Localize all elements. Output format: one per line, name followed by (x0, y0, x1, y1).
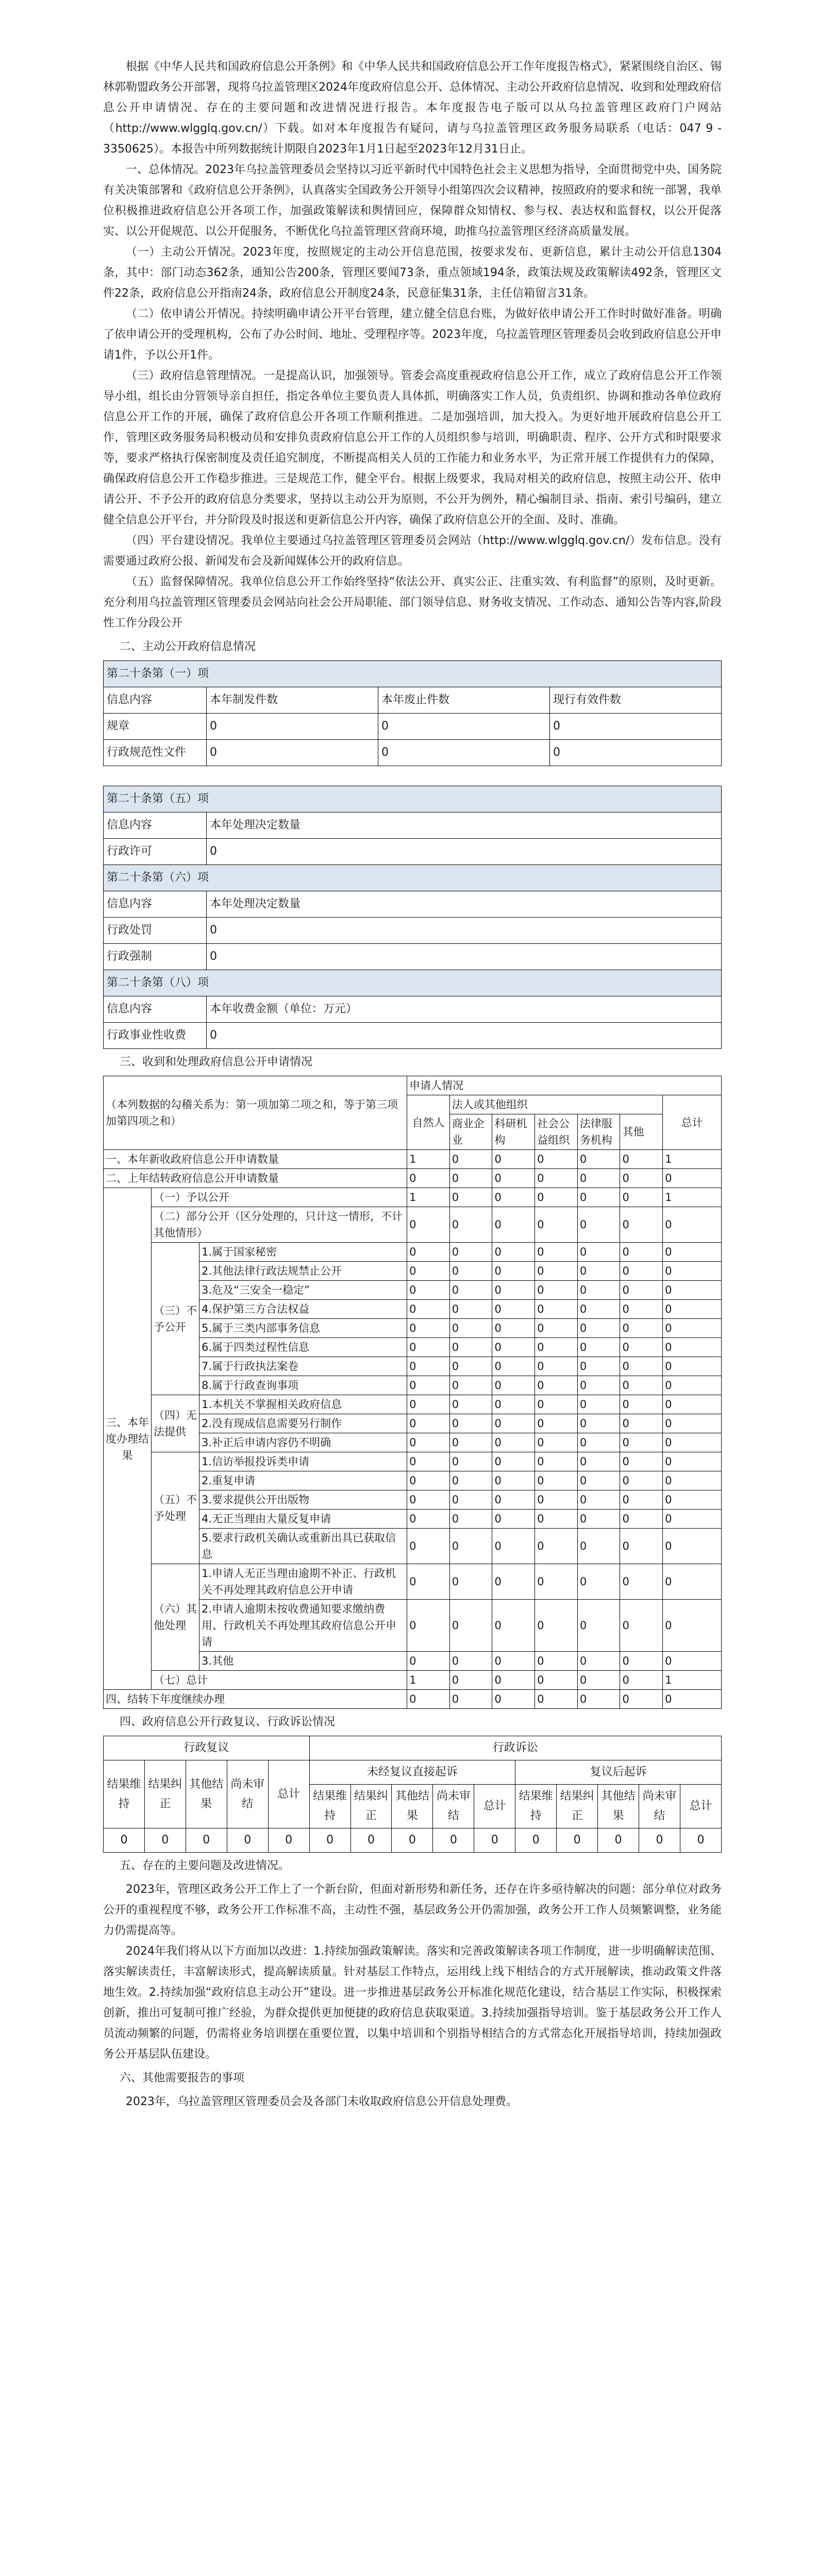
table-value: 0 (492, 1452, 535, 1471)
table-value: 0 (577, 1652, 620, 1671)
table-value: 0 (620, 1338, 663, 1357)
table-header: 尚未审结 (433, 1785, 474, 1828)
table-value: 1 (663, 1150, 722, 1169)
table-value: 0 (449, 1338, 492, 1357)
table-value: 0 (492, 1395, 535, 1414)
table-value: 0 (407, 1564, 450, 1600)
row-label: （七）总计 (152, 1671, 407, 1690)
table-header: 结果维持 (104, 1760, 145, 1828)
table-value: 0 (577, 1300, 620, 1319)
table-value: 0 (620, 1414, 663, 1433)
table-value: 0 (577, 1671, 620, 1690)
table-value: 0 (535, 1395, 578, 1414)
row-subgroup-label: （四）无法提供 (152, 1395, 199, 1452)
table-value: 0 (535, 1414, 578, 1433)
table-value: 0 (535, 1262, 578, 1281)
table-value: 0 (227, 1828, 268, 1853)
table-cell: 行政强制 (104, 944, 207, 970)
table-value: 0 (449, 1243, 492, 1262)
table-section-title: 第二十条第（六）项 (104, 865, 722, 891)
row-label: 2.重复申请 (199, 1471, 407, 1490)
table-value: 1 (663, 1188, 722, 1207)
table-value: 0 (535, 1150, 578, 1169)
table-value: 0 (407, 1452, 450, 1471)
row-label: 3.其他 (199, 1652, 407, 1671)
table-header: 信息内容 (104, 812, 207, 839)
table-cell: 0 (550, 740, 722, 766)
row-label: 2.申请人逾期未按收费通知要求缴纳费用、行政机关不再处理其政府信息公开申请 (199, 1600, 407, 1652)
table-cell: 0 (378, 714, 550, 740)
table-value: 0 (449, 1414, 492, 1433)
table-value: 0 (449, 1671, 492, 1690)
table-value: 0 (663, 1169, 722, 1188)
section-1-active-disclosure: （一）主动公开情况。2023年度，按照规定的主动公开信息范围，按要求发布、更新信息，累计主动公开信息1304条，其中：部门动态362条，通知公告200条，管理区要闻73条，重点领域194条，政策法规及政策解读492条，管理区文件22条，政府信息公开指南24条，政府信息公开制度24条，民意征集31条，主任信箱留言31条。 (103, 246, 722, 300)
table-value: 0 (577, 1169, 620, 1188)
table-header: 结果维持 (515, 1785, 557, 1828)
table-header: 社会公益组织 (535, 1114, 578, 1150)
table-value: 0 (577, 1319, 620, 1338)
row-subgroup-label: （六）其他处理 (152, 1564, 199, 1671)
table-value: 0 (577, 1452, 620, 1471)
table-value: 0 (620, 1262, 663, 1281)
table-section-title: 第二十条第（五）项 (104, 786, 722, 812)
table-value: 0 (663, 1395, 722, 1414)
table-value: 0 (492, 1169, 535, 1188)
table-value: 0 (680, 1828, 721, 1853)
table-value: 0 (407, 1529, 450, 1564)
table-value: 0 (620, 1188, 663, 1207)
table-value: 0 (535, 1690, 578, 1709)
table-header: 信息内容 (104, 687, 207, 714)
table-value: 0 (577, 1490, 620, 1510)
table-value: 0 (407, 1471, 450, 1490)
table-value: 0 (577, 1150, 620, 1169)
row-label: 1.申请人无正当理由逾期不补正、行政机关不再处理其政府信息公开申请 (199, 1564, 407, 1600)
table-value: 0 (449, 1490, 492, 1510)
table-value: 0 (535, 1376, 578, 1395)
table-value: 0 (492, 1529, 535, 1564)
table-value: 1 (663, 1671, 722, 1690)
table-value: 0 (407, 1357, 450, 1376)
table-value: 0 (268, 1828, 309, 1853)
table-header: 商业企业 (449, 1114, 492, 1150)
row-label: 7.属于行政执法案卷 (199, 1357, 407, 1376)
table-value: 0 (663, 1433, 722, 1452)
table-value: 0 (492, 1376, 535, 1395)
table-value: 0 (620, 1300, 663, 1319)
table-header: 申请人情况 (407, 1076, 722, 1095)
table-cell: 0 (207, 1023, 722, 1049)
table-value: 0 (407, 1338, 450, 1357)
table-header: 本年废止件数 (378, 687, 550, 714)
table-value: 0 (449, 1150, 492, 1169)
table-value: 0 (620, 1433, 663, 1452)
table-value: 0 (663, 1207, 722, 1243)
table-value: 0 (350, 1828, 392, 1853)
table-value: 0 (663, 1510, 722, 1529)
row-label: 6.属于四类过程性信息 (199, 1338, 407, 1357)
table-value: 0 (492, 1490, 535, 1510)
table-value: 0 (663, 1300, 722, 1319)
table-value: 0 (535, 1338, 578, 1357)
table-value: 0 (577, 1376, 620, 1395)
table-cell: 行政许可 (104, 839, 207, 865)
table-spacer (104, 766, 722, 786)
table-value: 0 (492, 1510, 535, 1529)
table-header: 尚未审结 (227, 1760, 268, 1828)
table-value: 0 (577, 1690, 620, 1709)
section-3-heading: 三、收到和处理政府信息公开申请情况 (120, 1056, 313, 1069)
table-value: 0 (449, 1281, 492, 1300)
table-cell: 0 (207, 714, 378, 740)
table-value: 0 (663, 1281, 722, 1300)
table-value: 0 (620, 1150, 663, 1169)
row-label: 3.要求提供公开出版物 (199, 1490, 407, 1510)
table-value: 0 (492, 1319, 535, 1338)
table-header: 其他 (620, 1114, 663, 1150)
table-value: 0 (620, 1452, 663, 1471)
table-value: 0 (407, 1433, 450, 1452)
table-value: 0 (535, 1452, 578, 1471)
table-header: 总计 (663, 1095, 722, 1150)
table-value: 0 (449, 1300, 492, 1319)
table-header: 本年处理决定数量 (207, 812, 722, 839)
table-value: 0 (144, 1828, 186, 1853)
table-header: 本年制发件数 (207, 687, 378, 714)
row-label: 2.没有现成信息需要另行制作 (199, 1414, 407, 1433)
table-value: 0 (620, 1490, 663, 1510)
table-value: 0 (407, 1281, 450, 1300)
table-value: 0 (620, 1243, 663, 1262)
table-value: 0 (663, 1243, 722, 1262)
table-value: 0 (407, 1652, 450, 1671)
row-label: 4.无正当理由大量反复申请 (199, 1510, 407, 1529)
table-value: 0 (449, 1262, 492, 1281)
table-value: 0 (492, 1207, 535, 1243)
table-value: 0 (535, 1300, 578, 1319)
table-value: 0 (449, 1564, 492, 1600)
table-value: 0 (620, 1471, 663, 1490)
table-note: （本列数据的勾稽关系为：第一项加第二项之和，等于第三项加第四项之和） (104, 1076, 407, 1150)
table-value: 0 (577, 1281, 620, 1300)
table-value: 0 (449, 1452, 492, 1471)
table-value: 0 (535, 1510, 578, 1529)
table-value: 0 (663, 1471, 722, 1490)
table-cell: 0 (207, 740, 378, 766)
table-value: 0 (663, 1376, 722, 1395)
table-value: 0 (407, 1300, 450, 1319)
section-4-heading: 四、政府信息公开行政复议、行政诉讼情况 (120, 1716, 336, 1728)
row-label: 1.本机关不掌握相关政府信息 (199, 1395, 407, 1414)
table-value: 0 (620, 1529, 663, 1564)
table-header: 本年收费金额（单位：万元） (207, 996, 722, 1023)
table-value: 0 (535, 1600, 578, 1652)
table-value: 0 (449, 1207, 492, 1243)
table-value: 0 (535, 1207, 578, 1243)
table-header: 总计 (680, 1785, 721, 1828)
table-value: 0 (577, 1357, 620, 1376)
table-header: 本年处理决定数量 (207, 891, 722, 918)
row-label: 1.属于国家秘密 (199, 1243, 407, 1262)
row-label: 8.属于行政查询事项 (199, 1376, 407, 1395)
table-value: 0 (663, 1414, 722, 1433)
table-value: 0 (492, 1671, 535, 1690)
table-value: 0 (663, 1452, 722, 1471)
table-header: 总计 (268, 1760, 309, 1828)
row-label: 3.补正后申请内容仍不明确 (199, 1433, 407, 1452)
table-header: 行政诉讼 (309, 1736, 721, 1760)
row-label: （一）予以公开 (152, 1188, 407, 1207)
table-value: 0 (492, 1281, 535, 1300)
table-value: 0 (663, 1490, 722, 1510)
table-value: 0 (407, 1490, 450, 1510)
table-value: 0 (620, 1319, 663, 1338)
table-value: 0 (492, 1188, 535, 1207)
table-header: 结果维持 (309, 1785, 350, 1828)
table-value: 0 (577, 1600, 620, 1652)
table-value: 0 (620, 1169, 663, 1188)
row-subgroup-label: （五）不予处理 (152, 1452, 199, 1564)
table-value: 0 (449, 1600, 492, 1652)
table-value: 0 (492, 1471, 535, 1490)
table-header: 其他结果 (598, 1785, 639, 1828)
table-value: 0 (577, 1510, 620, 1529)
table-value: 0 (620, 1207, 663, 1243)
table-value: 0 (449, 1188, 492, 1207)
table-section-title: 第二十条第（一）项 (104, 661, 722, 687)
table-value: 0 (557, 1828, 598, 1853)
table-value: 0 (577, 1564, 620, 1600)
table-header: 法人或其他组织 (449, 1095, 662, 1114)
table-value: 0 (620, 1395, 663, 1414)
table-section-title: 第二十条第（八）项 (104, 970, 722, 996)
table-value: 0 (620, 1652, 663, 1671)
table-value: 0 (577, 1395, 620, 1414)
table-value: 0 (577, 1338, 620, 1357)
table-value: 1 (407, 1188, 450, 1207)
table-value: 0 (620, 1671, 663, 1690)
table-value: 0 (407, 1376, 450, 1395)
table-value: 0 (407, 1600, 450, 1652)
section-5-problems: 2023年，管理区政务公开工作上了一个新台阶，但面对新形势和新任务，还存在许多亟待解决的问题：部分单位对政务公开的重视程度不够，政务公开工作标准不高，主动性不强，基层政务公开仍需加强，政务公开工作人员频繁调整，业务能力仍需提高等。 (103, 1883, 722, 1937)
table-value: 0 (407, 1319, 450, 1338)
table-header: 结果纠正 (350, 1785, 392, 1828)
row-label: 二、上年结转政府信息公开申请数量 (104, 1169, 407, 1188)
table-cell: 0 (207, 918, 722, 944)
table-value: 0 (492, 1564, 535, 1600)
table-value: 0 (663, 1357, 722, 1376)
table-value: 0 (492, 1690, 535, 1709)
table-value: 0 (492, 1300, 535, 1319)
table-value: 0 (663, 1319, 722, 1338)
table-value: 0 (449, 1395, 492, 1414)
section-6-heading: 六、其他需要报告的事项 (120, 2072, 245, 2084)
table-value: 0 (620, 1510, 663, 1529)
table-value: 0 (492, 1262, 535, 1281)
table-value: 0 (535, 1671, 578, 1690)
intro-paragraph: 根据《中华人民共和国政府信息公开条例》和《中华人民共和国政府信息公开工作年度报告格式》，紧紧围绕自治区、锡林郭勒盟政务公开部署，现将乌拉盖管理区2024年度政府信息公开、总体情况、主动公开政府信息情况、收到和处理政府信息公开申请情况、存在的主要问题和改进情况进行报告。本年度报告电子版可以从乌拉盖管理区政府门户网站（http://www.wlgglq.gov.cn/）下载。如对本年度报告有疑问，请与乌拉盖管理区政务服务局联系（电话：047 9 - 3350625）。本报告中所列数据统计期限自2023年1月1日起至2023年12月31日止。 (103, 60, 722, 156)
row-label: （二）部分公开（区分处理的，只计这一情形，不计其他情形） (152, 1207, 407, 1243)
table-value: 0 (449, 1652, 492, 1671)
table-value: 0 (492, 1652, 535, 1671)
report-page (103, 57, 722, 2112)
table-header: 结果纠正 (144, 1760, 186, 1828)
active-disclosure-table (103, 660, 722, 1049)
table-value: 0 (492, 1338, 535, 1357)
table-value: 0 (535, 1281, 578, 1300)
table-value: 0 (535, 1433, 578, 1452)
table-value: 0 (492, 1150, 535, 1169)
table-value: 0 (407, 1414, 450, 1433)
table-value: 0 (577, 1433, 620, 1452)
table-header: 复议后起诉 (515, 1760, 722, 1785)
section-1-application-disclosure: （二）依申请公开情况。持续明确申请公开平台管理，建立健全信息台账，为做好依申请公开工作时时做好准备。明确了依申请公开的受理机构，公布了办公时间、地址、受理程序等。2023年度，乌拉盖管理区管理委员会收到政府信息公开申请1件，予以公开1件。 (103, 308, 722, 362)
table-value: 0 (620, 1600, 663, 1652)
row-label: 2.其他法律行政法规禁止公开 (199, 1262, 407, 1281)
table-value: 0 (663, 1600, 722, 1652)
section-1-supervision: （五）监督保障情况。我单位信息公开工作始终坚持“依法公开、真实公正、注重实效、有利监督”的原则，及时更新。充分利用乌拉盖管理区管理委员会网站向社会公开局职能、部门领导信息、财务收支情况、工作动态、通知公告等内容,阶段性工作分段公开 (103, 575, 722, 630)
table-value: 0 (492, 1600, 535, 1652)
table-value: 0 (449, 1529, 492, 1564)
table-value: 0 (620, 1357, 663, 1376)
table-value: 0 (474, 1828, 515, 1853)
table-cell: 0 (378, 740, 550, 766)
table-header: 自然人 (407, 1095, 450, 1150)
table-header: 行政复议 (104, 1736, 310, 1760)
table-header: 其他结果 (392, 1785, 433, 1828)
table-header: 法律服务机构 (577, 1114, 620, 1150)
table-value: 0 (492, 1414, 535, 1433)
table-value: 0 (392, 1828, 433, 1853)
row-label: 5.要求行政机关确认或重新出具已获取信息 (199, 1529, 407, 1564)
application-handling-table (103, 1076, 722, 1709)
table-value: 0 (407, 1207, 450, 1243)
table-value: 0 (407, 1690, 450, 1709)
table-value: 0 (620, 1281, 663, 1300)
table-value: 0 (598, 1828, 639, 1853)
table-value: 0 (449, 1357, 492, 1376)
table-value: 0 (433, 1828, 474, 1853)
table-value: 0 (449, 1471, 492, 1490)
table-value: 0 (535, 1188, 578, 1207)
table-value: 0 (515, 1828, 557, 1853)
table-value: 0 (492, 1357, 535, 1376)
table-value: 0 (535, 1319, 578, 1338)
table-header: 科研机构 (492, 1114, 535, 1150)
table-value: 0 (663, 1652, 722, 1671)
table-value: 0 (535, 1243, 578, 1262)
table-value: 0 (535, 1529, 578, 1564)
table-header: 信息内容 (104, 891, 207, 918)
table-value: 0 (492, 1243, 535, 1262)
table-value: 0 (449, 1376, 492, 1395)
table-value: 0 (620, 1690, 663, 1709)
table-header: 现行有效件数 (550, 687, 722, 714)
section-5-heading: 五、存在的主要问题及改进情况。 (120, 1859, 290, 1872)
table-value: 0 (639, 1828, 680, 1853)
table-value: 0 (577, 1529, 620, 1564)
table-header: 结果纠正 (557, 1785, 598, 1828)
table-value: 0 (104, 1828, 145, 1853)
table-value: 0 (577, 1243, 620, 1262)
table-value: 1 (407, 1150, 450, 1169)
review-litigation-table (103, 1736, 722, 1853)
table-cell: 行政事业性收费 (104, 1023, 207, 1049)
row-label: 1.信访举报投诉类申请 (199, 1452, 407, 1471)
table-value: 0 (663, 1564, 722, 1600)
section-1-overview: 一、总体情况。2023年乌拉盖管理委员会坚持以习近平新时代中国特色社会主义思想为指导，全面贯彻党中央、国务院有关决策部署和《政府信息公开条例》，认真落实全国政务公开领导小组第四次会议精神，按照政府的要求和统一部署，我单位积极推进政府信息公开各项工作，加强政策解读和舆情回应，保障群众知情权、参与权、表达权和监督权，以公开促落实、以公开促规范、以公开促服务，不断优化乌拉盖管理区营商环境，助推乌拉盖管理区经济高质量发展。 (103, 163, 722, 238)
table-value: 0 (407, 1262, 450, 1281)
table-value: 0 (535, 1471, 578, 1490)
table-value: 0 (535, 1564, 578, 1600)
row-group-label: 三、本年度办理结果 (104, 1188, 152, 1690)
table-value: 0 (663, 1338, 722, 1357)
section-5-improvements: 2024年我们将从以下方面加以改进：1.持续加强政策解读。落实和完善政策解读各项工作制度，进一步明确解读范围、落实解读责任，丰富解读形式，提高解读质量。针对基层工作特点，运用线上线下相结合的方式开展解读，推动政策文件落地生效。2.持续加强“政府信息主动公开”建设。进一步推进基层政务公开标准化规范化建设，结合基层工作实际，积极探索创新，推出可复制可推广经验，为群众提供更加便捷的政府信息获取渠道。3.持续加强指导培训。鉴于基层政务公开工作人员流动频繁的问题，仍需将业务培训摆在重要位置，以集中培训和个别指导相结合的方式常态化开展指导培训，持续加强政务公开基层队伍建设。 (103, 1945, 722, 2061)
table-value: 0 (407, 1510, 450, 1529)
table-value: 0 (535, 1652, 578, 1671)
table-value: 0 (577, 1414, 620, 1433)
row-label: 一、本年新收政府信息公开申请数量 (104, 1150, 407, 1169)
table-value: 0 (663, 1262, 722, 1281)
table-value: 0 (492, 1433, 535, 1452)
table-value: 0 (620, 1376, 663, 1395)
table-value: 0 (186, 1828, 227, 1853)
table-header: 尚未审结 (639, 1785, 680, 1828)
table-value: 0 (577, 1207, 620, 1243)
table-value: 0 (535, 1357, 578, 1376)
table-cell: 0 (550, 714, 722, 740)
table-value: 0 (449, 1169, 492, 1188)
table-header: 未经复议直接起诉 (309, 1760, 515, 1785)
table-header: 总计 (474, 1785, 515, 1828)
section-2-heading: 二、主动公开政府信息情况 (120, 640, 256, 653)
table-value: 0 (309, 1828, 350, 1853)
row-label: 四、结转下年度继续办理 (104, 1690, 407, 1709)
table-cell: 规章 (104, 714, 207, 740)
table-value: 0 (577, 1262, 620, 1281)
table-value: 0 (449, 1433, 492, 1452)
table-value: 0 (663, 1690, 722, 1709)
table-value: 0 (577, 1471, 620, 1490)
section-1-platform-construction: （四）平台建设情况。我单位主要通过乌拉盖管理区管理委员会网站（http://www.wlgglq.gov.cn/）发布信息。没有需要通过政府公报、新闻发布会及新闻媒体公开的政府信息。 (103, 534, 722, 568)
table-value: 0 (535, 1490, 578, 1510)
table-value: 0 (407, 1395, 450, 1414)
table-value: 0 (407, 1243, 450, 1262)
row-label: 4.保护第三方合法权益 (199, 1300, 407, 1319)
table-value: 0 (449, 1690, 492, 1709)
row-label: 5.属于三类内部事务信息 (199, 1319, 407, 1338)
table-value: 0 (449, 1510, 492, 1529)
table-value: 0 (449, 1319, 492, 1338)
table-cell: 行政处罚 (104, 918, 207, 944)
table-cell: 0 (207, 944, 722, 970)
table-value: 0 (407, 1169, 450, 1188)
table-cell: 0 (207, 839, 722, 865)
row-subgroup-label: （三）不予公开 (152, 1243, 199, 1395)
table-cell: 行政规范性文件 (104, 740, 207, 766)
row-label: 3.危及“三安全一稳定” (199, 1281, 407, 1300)
table-header: 信息内容 (104, 996, 207, 1023)
table-value: 0 (535, 1169, 578, 1188)
table-value: 0 (663, 1529, 722, 1564)
section-6-other-matters: 2023年，乌拉盖管理区管理委员会及各部门未收取政府信息公开信息处理费。 (126, 2095, 517, 2108)
section-1-information-management: （三）政府信息管理情况。一是提高认识，加强领导。管委会高度重视政府信息公开工作，成立了政府信息公开工作领导小组，组长由分管领导亲自担任，指定各单位主要负责人具体抓，明确落实工作人员，负责组织、协调和推动各单位政府信息公开工作的开展，确保了政府信息公开各项工作顺利推进。二是加强培训，加大投入。为更好地开展政府信息公开工作，管理区政务服务局积极动员和安排负责政府信息公开工作的人员组织参与培训，明确职责、程序、公开方式和时限要求等，要求严格执行保密制度及责任追究制度，不断提高相关人员的工作能力和业务水平，为正常开展工作提供有力的保障，确保政府信息公开工作稳步推进。三是规范工作，健全平台。根据上级要求，我局对相关的政府信息，按照主动公开、依申请公开、不予公开的政府信息分类要求，坚持以主动公开为原则，不公开为例外，精心编制目录、指南、索引号编码，建立健全信息公开平台，并分阶段及时报送和更新信息公开内容，确保了政府信息公开的全面、及时、准确。 (103, 369, 722, 527)
table-value: 0 (577, 1188, 620, 1207)
table-value: 1 (407, 1671, 450, 1690)
table-value: 0 (620, 1564, 663, 1600)
table-header: 其他结果 (186, 1760, 227, 1828)
